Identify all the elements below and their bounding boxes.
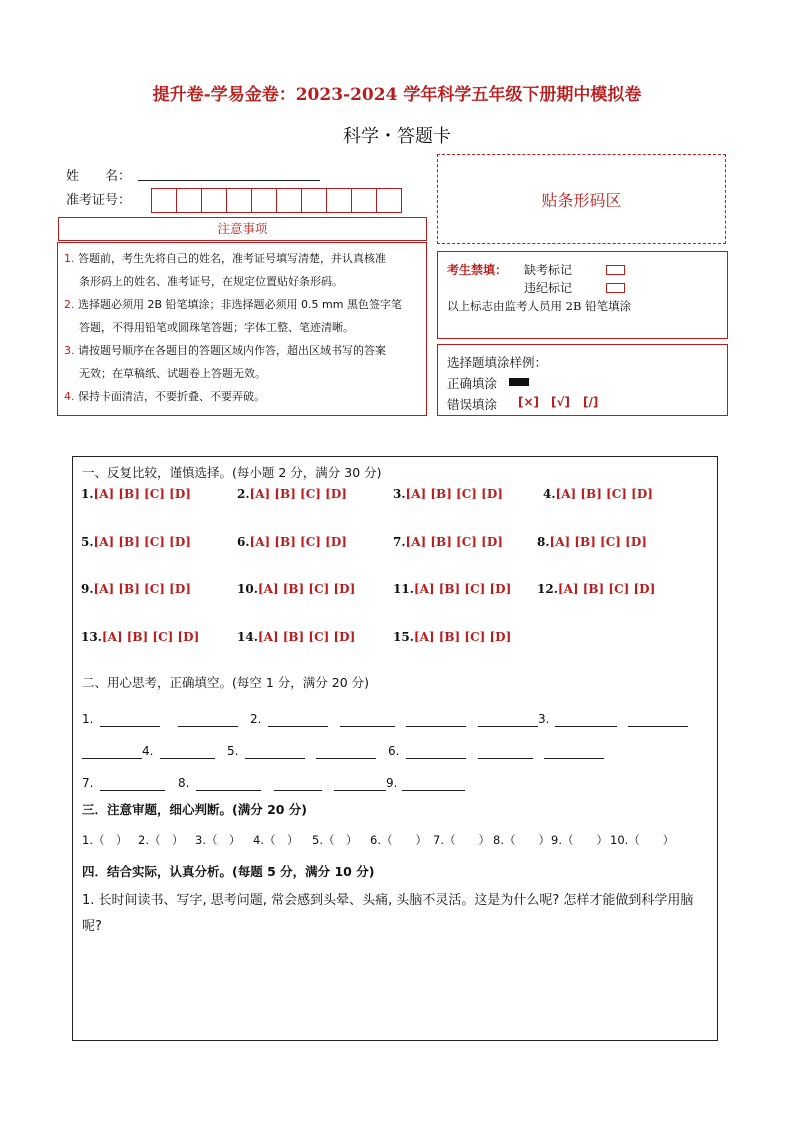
correct-fill-example — [509, 378, 529, 386]
wrong-mark-cross: [×] — [518, 395, 540, 409]
tf-item[interactable]: 6.（ ） — [370, 833, 427, 847]
answer-sheet-subtitle: 科学・答题卡 — [343, 126, 451, 147]
id-digit-box[interactable] — [351, 188, 377, 213]
mc-question[interactable]: 10.[A] [B] [C] [D] — [237, 582, 356, 596]
tf-item[interactable]: 4.（ ） — [253, 833, 299, 847]
mc-question[interactable]: 4.[A] [B] [C] [D] — [543, 487, 653, 501]
tf-item[interactable]: 10.（ ） — [610, 833, 675, 847]
fill-blank[interactable] — [316, 746, 376, 759]
fill-blank[interactable] — [268, 714, 328, 727]
id-digit-box[interactable] — [151, 188, 177, 213]
notice-item: 4. 保持卡面清洁，不要折叠、不要弄破。 — [64, 390, 265, 403]
barcode-area — [437, 154, 726, 244]
mc-question[interactable]: 9.[A] [B] [C] [D] — [81, 582, 191, 596]
id-label: 准考证号： — [66, 193, 132, 208]
id-digit-box[interactable] — [376, 188, 402, 213]
fill-number: 2. — [250, 712, 262, 726]
notice-box — [57, 242, 427, 416]
notice-item-cont: 条形码上的姓名、准考证号，在规定位置贴好条形码。 — [79, 275, 343, 288]
mc-question[interactable]: 11.[A] [B] [C] [D] — [393, 582, 512, 596]
mc-question[interactable]: 8.[A] [B] [C] [D] — [537, 535, 647, 549]
name-field[interactable] — [138, 180, 320, 181]
notice-heading: 注意事项 — [58, 217, 427, 241]
fill-number: 5. — [227, 744, 239, 758]
analysis-question-1: 1. 长时间读书、写字, 思考问题, 常会感到头晕、头痛, 头脑不灵活。这是为什么呢? 怎样才能做到科学用脑呢? — [82, 893, 694, 934]
id-digit-box[interactable] — [251, 188, 277, 213]
fill-blank[interactable] — [340, 714, 395, 727]
id-digit-box[interactable] — [201, 188, 227, 213]
section3-title: 三．注意审题，细心判断。(满分 20 分) — [82, 802, 308, 817]
fill-blank[interactable] — [82, 746, 142, 759]
fill-number: 3. — [538, 712, 550, 726]
wrong-fill-label: 错误填涂 — [447, 397, 498, 412]
fill-blank[interactable] — [402, 778, 465, 791]
absent-mark-box[interactable] — [606, 265, 625, 275]
mc-question[interactable]: 6.[A] [B] [C] [D] — [237, 535, 347, 549]
id-number-boxes[interactable] — [151, 188, 401, 213]
absent-mark-label: 缺考标记 — [524, 263, 573, 277]
violation-mark-box[interactable] — [606, 283, 625, 293]
fill-blank[interactable] — [100, 714, 160, 727]
proctor-only-box — [437, 251, 728, 339]
notice-item-cont: 无效；在草稿纸、试题卷上答题无效。 — [79, 367, 266, 380]
mc-question[interactable]: 2.[A] [B] [C] [D] — [237, 487, 347, 501]
id-digit-box[interactable] — [276, 188, 302, 213]
violation-mark-label: 违纪标记 — [524, 281, 573, 295]
fill-blank[interactable] — [628, 714, 688, 727]
fill-sample-box — [437, 344, 728, 416]
fill-blank[interactable] — [245, 746, 305, 759]
section2-title: 二、用心思考，正确填空。(每空 1 分，满分 20 分) — [82, 675, 370, 690]
tf-item[interactable]: 8.（ ） — [493, 833, 550, 847]
sample-title: 选择题填涂样例： — [447, 355, 548, 370]
section4-title: 四．结合实际，认真分析。(每题 5 分，满分 10 分) — [82, 864, 375, 879]
fill-number: 4. — [142, 744, 154, 758]
fill-blank[interactable] — [555, 714, 617, 727]
fill-blank[interactable] — [406, 746, 466, 759]
mc-question[interactable]: 5.[A] [B] [C] [D] — [81, 535, 191, 549]
tf-item[interactable]: 2.（ ） — [138, 833, 184, 847]
id-digit-box[interactable] — [176, 188, 202, 213]
fill-blank[interactable] — [178, 714, 238, 727]
mc-question[interactable]: 3.[A] [B] [C] [D] — [393, 487, 503, 501]
forbidden-label: 考生禁填： — [447, 263, 508, 277]
notice-item: 1. 答题前，考生先将自己的姓名，准考证号填写清楚，并认真核准 — [64, 252, 386, 265]
fill-blank[interactable] — [478, 746, 533, 759]
barcode-label: 贴条形码区 — [541, 190, 622, 210]
fill-blank[interactable] — [100, 778, 165, 791]
id-digit-box[interactable] — [326, 188, 352, 213]
fill-number: 8. — [178, 776, 190, 790]
tf-item[interactable]: 1.（ ） — [82, 833, 128, 847]
id-digit-box[interactable] — [226, 188, 252, 213]
fill-blank[interactable] — [196, 778, 261, 791]
fill-number: 9. — [386, 776, 398, 790]
correct-fill-label: 正确填涂 — [447, 376, 498, 391]
notice-item: 2. 选择题必须用 2B 铅笔填涂；非选择题必须用 0.5 mm 黑色签字笔 — [64, 298, 402, 311]
mc-question[interactable]: 13.[A] [B] [C] [D] — [81, 630, 200, 644]
fill-number: 1. — [82, 712, 94, 726]
mc-question[interactable]: 15.[A] [B] [C] [D] — [393, 630, 512, 644]
fill-number: 7. — [82, 776, 94, 790]
tf-item[interactable]: 7.（ ） — [433, 833, 490, 847]
fill-number: 6. — [388, 744, 400, 758]
fill-blank[interactable] — [406, 714, 466, 727]
mc-question[interactable]: 7.[A] [B] [C] [D] — [393, 535, 503, 549]
section1-title: 一、反复比较，谨慎选择。(每小题 2 分，满分 30 分) — [82, 465, 382, 480]
fill-blank[interactable] — [334, 778, 386, 791]
name-label: 姓 名： — [66, 169, 132, 184]
fill-blank[interactable] — [274, 778, 322, 791]
tf-item[interactable]: 5.（ ） — [312, 833, 358, 847]
tf-item[interactable]: 9.（ ） — [551, 833, 608, 847]
fill-blank[interactable] — [478, 714, 538, 727]
wrong-mark-slash: [/] — [583, 395, 599, 409]
mc-question[interactable]: 1.[A] [B] [C] [D] — [81, 487, 191, 501]
exam-title: 提升卷-学易金卷：2023-2024 学年科学五年级下册期中模拟卷 — [152, 85, 642, 105]
id-digit-box[interactable] — [301, 188, 327, 213]
tf-item[interactable]: 3.（ ） — [195, 833, 241, 847]
forbidden-note: 以上标志由监考人员用 2B 铅笔填涂 — [447, 299, 632, 313]
mc-question[interactable]: 12.[A] [B] [C] [D] — [537, 582, 656, 596]
fill-blank[interactable] — [544, 746, 604, 759]
wrong-mark-check: [√] — [551, 395, 570, 409]
fill-blank[interactable] — [160, 746, 215, 759]
notice-item-cont: 答题，不得用铅笔或圆珠笔答题；字体工整、笔迹清晰。 — [79, 321, 354, 334]
notice-item: 3. 请按题号顺序在各题目的答题区域内作答，超出区域书写的答案 — [64, 344, 386, 357]
mc-question[interactable]: 14.[A] [B] [C] [D] — [237, 630, 356, 644]
